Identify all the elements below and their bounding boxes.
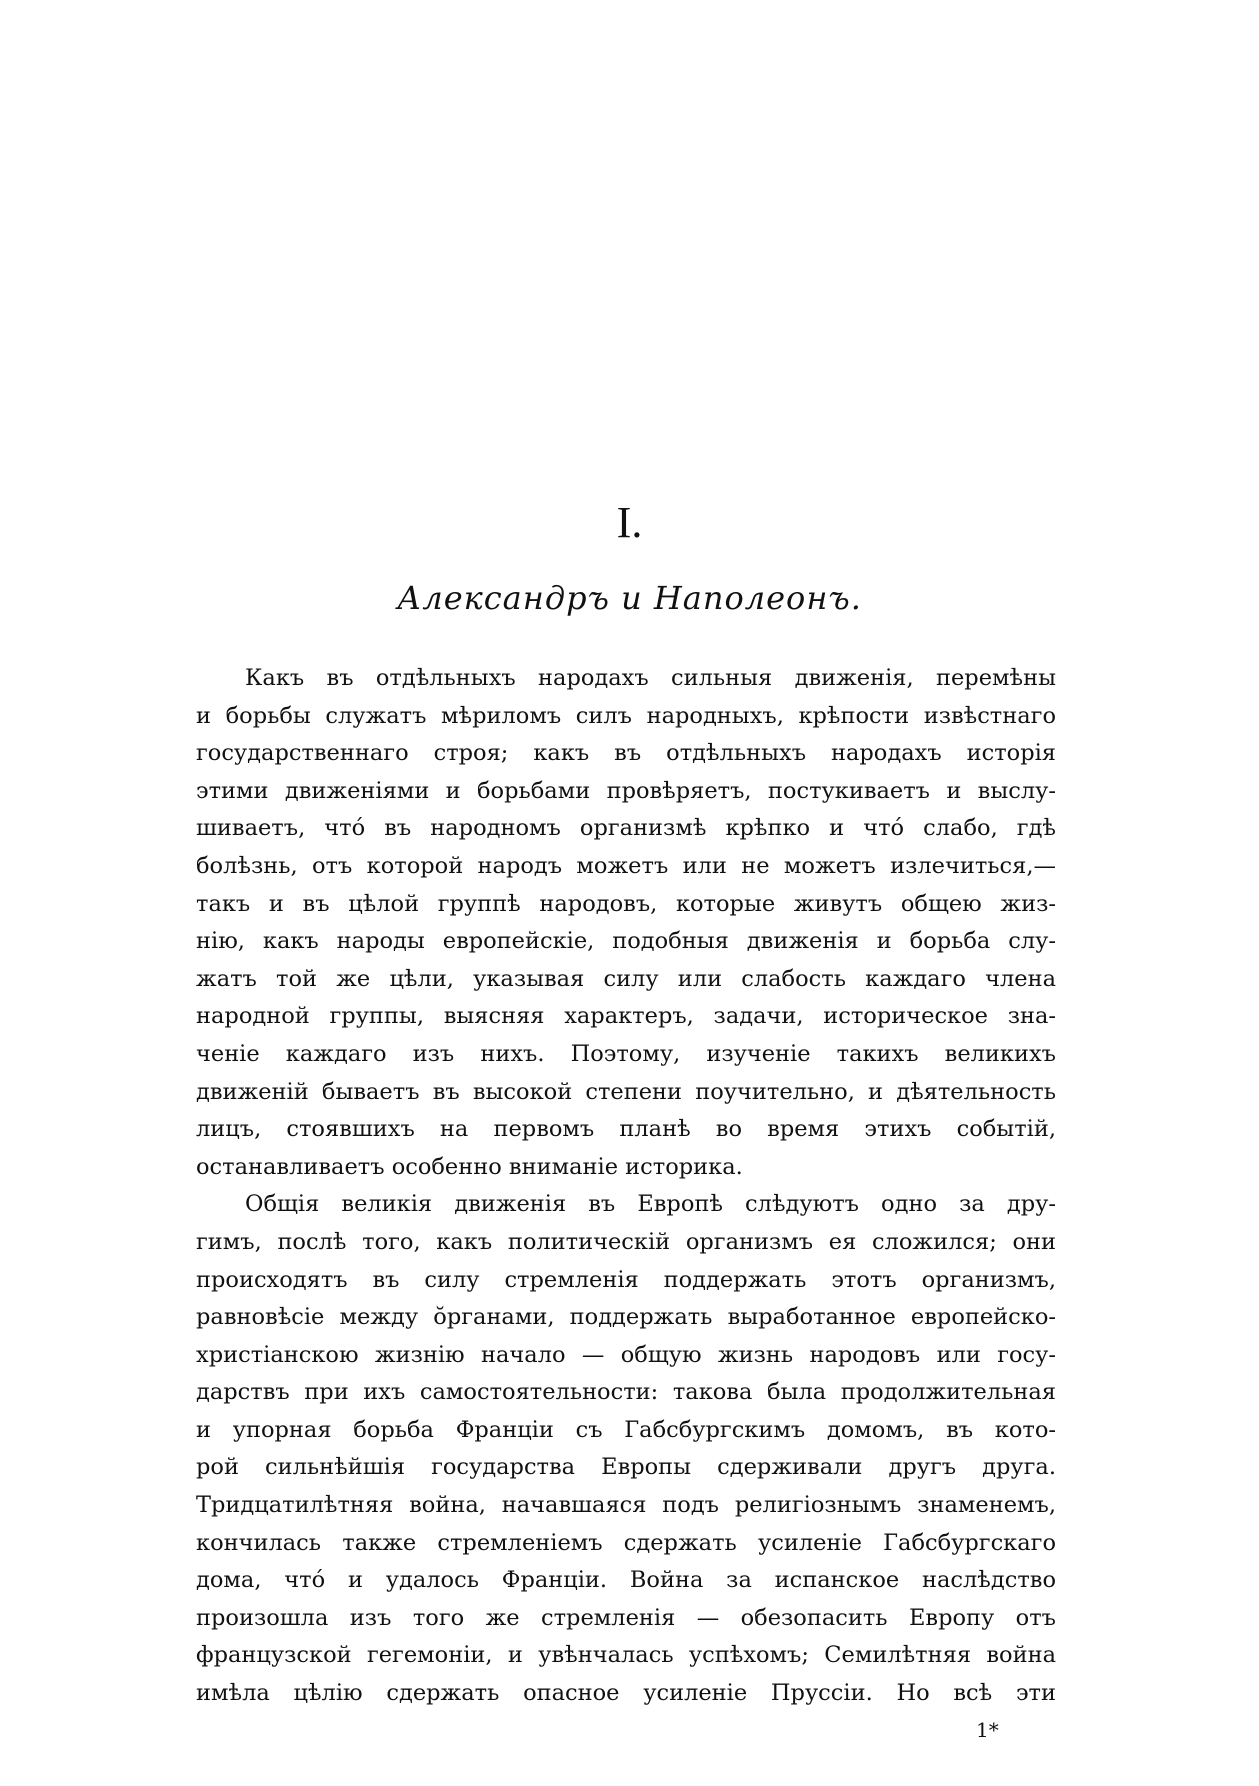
text-line: французской гегемоніи, и увѣнчалась успѣхомъ; Семилѣтняя война [196,1642,1056,1669]
text-line: и борьбы служатъ мѣриломъ силъ народныхъ, крѣпости извѣстнаго [196,702,1056,729]
chapter-title: Александръ и Наполеонъ. [397,579,862,617]
text-line: движеній бываетъ въ высокой степени поучительно, и дѣятельность [196,1078,1056,1105]
chapter-number: I. [616,498,643,547]
text-line: гимъ, послѣ того, какъ политическій организмъ ея сложился; они [196,1228,1056,1255]
text-line: рой сильнѣйшія государства Европы сдерживали другъ друга. [196,1454,1056,1481]
text-line: кончилась также стремленіемъ сдержать усиленіе Габсбургскаго [196,1529,1056,1556]
text-line: происходятъ въ силу стремленія поддержать этотъ организмъ, [196,1266,1056,1293]
text-line: дарствъ при ихъ самостоятельности: такова была продолжительная [196,1379,1056,1406]
signature-mark: 1* [976,1718,999,1742]
text-line: и упорная борьба Франціи съ Габсбургскимъ домомъ, въ кото- [196,1416,1056,1443]
text-line: произошла изъ того же стремленія — обезопасить Европу отъ [196,1604,1056,1631]
text-line: государственнаго строя; какъ въ отдѣльныхъ народахъ исторія [196,740,1056,767]
text-line: лицъ, стоявшихъ на первомъ планѣ во время этихъ событій, [196,1116,1056,1143]
text-line: Какъ въ отдѣльныхъ народахъ сильныя движенія, перемѣны [245,665,1056,691]
text-line: равновѣсіе между ŏрганами, поддержать выработанное европейско- [196,1304,1056,1331]
text-line: шиваетъ, чтó въ народномъ организмѣ крѣпко и чтó слабо, гдѣ [196,815,1056,842]
text-line: народной группы, выясняя характеръ, задачи, историческое зна- [196,1003,1056,1030]
text-line: имѣла цѣлію сдержать опасное усиленіе Пруссіи. Но всѣ эти [196,1680,1056,1707]
text-line: останавливаетъ особенно вниманіе историка. [196,1153,743,1180]
text-line: жатъ той же цѣли, указывая силу или слабость каждаго члена [196,965,1056,992]
text-line: нію, какъ народы европейскіе, подобныя движенія и борьба слу- [196,928,1056,955]
text-line: болѣзнь, отъ которой народъ можетъ или не можетъ излечиться,— [196,852,1056,879]
text-line: ченіе каждаго изъ нихъ. Поэтому, изученіе такихъ великихъ [196,1040,1056,1067]
text-line: христіанскою жизнію начало — общую жизнь народовъ или госу- [196,1341,1056,1368]
text-line: Тридцатилѣтняя война, начавшаяся подъ религіознымъ знаменемъ, [196,1492,1056,1519]
text-line: этими движеніями и борьбами провѣряетъ, постукиваетъ и выслу- [196,777,1056,804]
body-text [196,660,1056,1713]
text-line: дома, чтó и удалось Франціи. Война за испанское наслѣдство [196,1567,1056,1594]
text-line: Общія великія движенія въ Европѣ слѣдуютъ одно за дру- [245,1191,1056,1218]
text-line: такъ и въ цѣлой группѣ народовъ, которые живутъ общею жиз- [196,890,1056,917]
